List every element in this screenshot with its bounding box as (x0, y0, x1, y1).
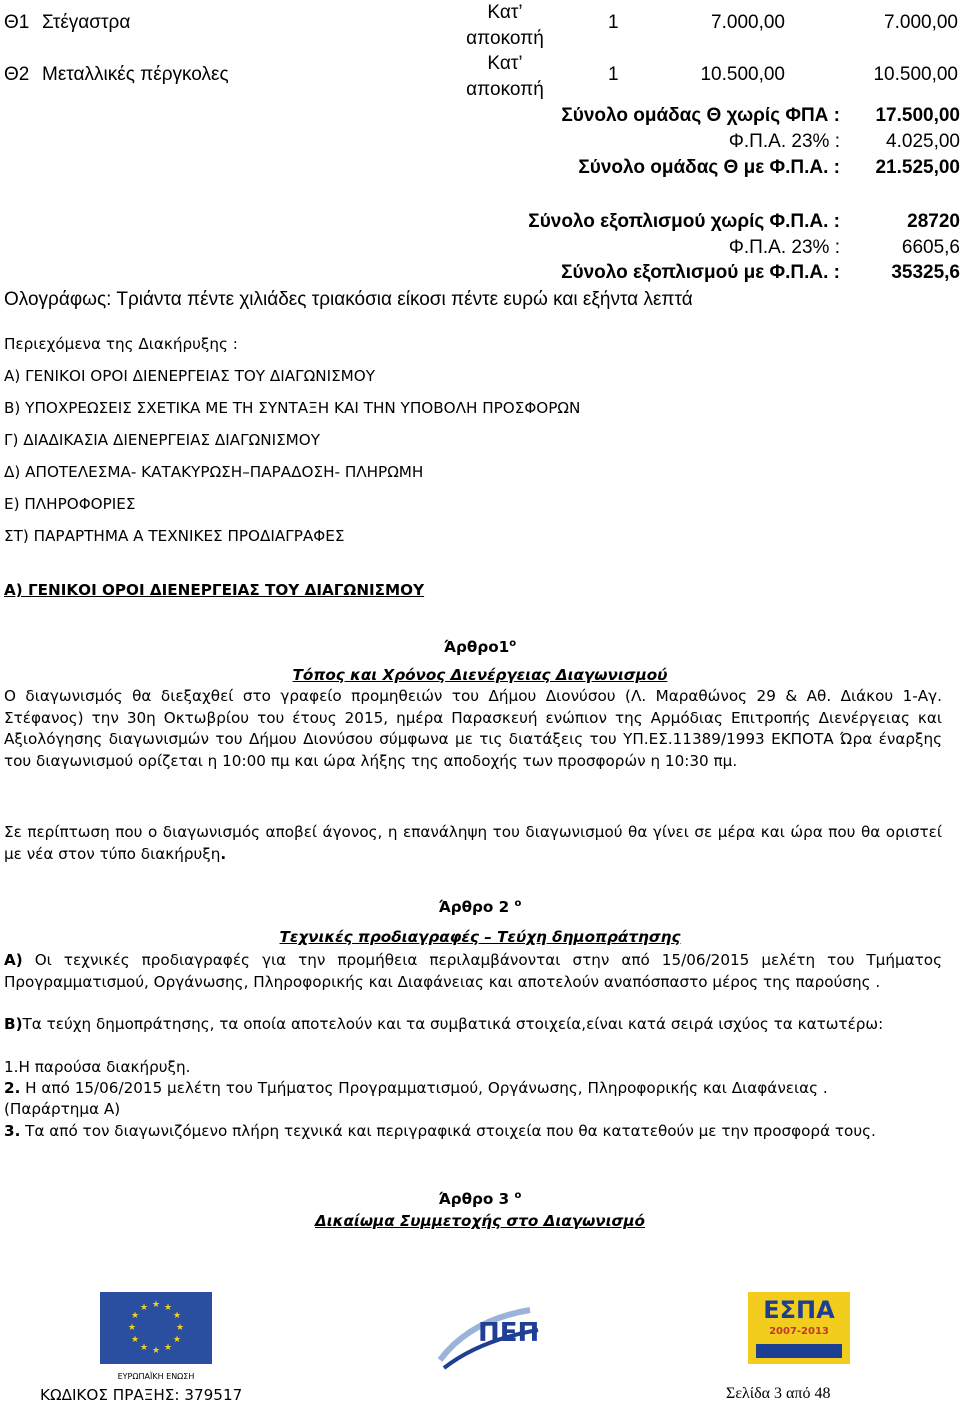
article-2-item-a: Α) Οι τεχνικές προδιαγραφές για την προμήθεια περιλαμβάνονται στην από 15/06/2015 μελέτη του Τμήματος Προγραμματισμού, Οργάνωσης, Πληροφορικής και Διαφάνειας και αποτελούν αναπόσπαστο μέρος της παρούσης . (4, 951, 942, 991)
article-2-label: Άρθρο 2 $^o$ (438, 898, 522, 917)
article-2-list-2: 2. Η από 15/06/2015 μελέτη του Τμήματος Προγραμματισμού, Οργάνωσης, Πληροφορικής και Διαφάνειας . (4, 1079, 828, 1097)
section-a-heading: Α) ΓΕΝΙΚΟΙ ΟΡΟΙ ΔΙΕΝΕΡΓΕΙΑΣ ΤΟΥ ΔΙΑΓΩΝΙΣΜΟΥ (4, 581, 425, 599)
item-code: Θ2 (4, 64, 30, 85)
svg-text:★: ★ (151, 1300, 161, 1310)
group-total-value: 17.500,00 (875, 105, 960, 126)
article-2-list-1: 1.Η παρούσα διακήρυξη. (4, 1058, 191, 1076)
pep-logo (430, 1300, 545, 1380)
footer-project-code: ΚΩΔΙΚΟΣ ΠΡΑΞΗΣ: 379517 (40, 1386, 243, 1404)
equipment-total-label: Σύνολο εξοπλισμού χωρίς Φ.Π.Α. : (528, 211, 840, 232)
equipment-total-vat-label: Σύνολο εξοπλισμού με Φ.Π.Α. : (561, 262, 840, 283)
group-total-label: Σύνολο ομάδας Θ χωρίς ΦΠΑ : (561, 105, 840, 126)
svg-text:★: ★ (175, 1323, 185, 1333)
contents-item: Γ) ΔΙΑΔΙΚΑΣΙΑ ΔΙΕΝΕΡΓΕΙΑΣ ΔΙΑΓΩΝΙΣΜΟΥ (4, 431, 321, 449)
item-price: 7.000,00 (711, 12, 785, 33)
article-3-label: Άρθρο 3 $^o$ (438, 1190, 522, 1209)
item-unit: Κατ’ αποκοπή (466, 2, 544, 49)
item-name: Μεταλλικές πέργκολες (42, 64, 229, 85)
contents-item: Δ) ΑΠΟΤΕΛΕΣΜΑ- ΚΑΤΑΚΥΡΩΣΗ–ΠΑΡΑΔΟΣΗ- ΠΛΗΡΩΜΗ (4, 463, 424, 481)
svg-text:★: ★ (139, 1303, 149, 1313)
svg-text:★: ★ (151, 1346, 161, 1356)
article-2-list-3: 3. Τα από τον διαγωνιζόμενο πλήρη τεχνικά και περιγραφικά στοιχεία που θα κατατεθούν με την προσφορά τους. (4, 1122, 876, 1140)
equipment-total-vat-value: 35325,6 (891, 262, 960, 283)
article-1-title: Τόπος και Χρόνος Διενέργειας Διαγωνισμού (292, 666, 668, 684)
svg-text:★: ★ (127, 1323, 137, 1333)
svg-text:★: ★ (163, 1343, 173, 1353)
equipment-vat-label: Φ.Π.Α. 23% : (728, 237, 840, 258)
group-vat-label: Φ.Π.Α. 23% : (728, 131, 840, 152)
espa-flag-strip (756, 1344, 842, 1358)
footer-page-number: Σελίδα 3 από 48 (726, 1385, 831, 1402)
contents-item: Α) ΓΕΝΙΚΟΙ ΟΡΟΙ ΔΙΕΝΕΡΓΕΙΑΣ ΤΟΥ ΔΙΑΓΩΝΙΣΜΟΥ (4, 367, 375, 385)
item-code: Θ1 (4, 12, 30, 33)
contents-item: Β) ΥΠΟΧΡΕΩΣΕΙΣ ΣΧΕΤΙΚΑ ΜΕ ΤΗ ΣΥΝΤΑΞΗ ΚΑΙ ΤΗΝ ΥΠΟΒΟΛΗ ΠΡΟΣΦΟΡΩΝ (4, 399, 581, 417)
espa-text: ΕΣΠΑ (763, 1296, 835, 1324)
svg-text:★: ★ (130, 1311, 140, 1321)
svg-text:★: ★ (139, 1343, 149, 1353)
group-vat-value: 4.025,00 (886, 131, 960, 152)
eu-caption: ΕΥΡΩΠΑΪΚΗ ΕΝΩΣΗ (117, 1372, 195, 1381)
article-2-item-b: Β)Τα τεύχη δημοπράτησης, τα οποία αποτελούν και τα συμβατικά στοιχεία,είναι κατά σειρά ισχύος τα κατωτέρω: (4, 1015, 884, 1033)
eu-flag-logo (100, 1292, 212, 1382)
equipment-total-value: 28720 (907, 211, 960, 232)
equipment-vat-value: 6605,6 (901, 237, 960, 258)
item-total: 10.500,00 (873, 64, 958, 85)
amount-in-words: Ολογράφως: Τριάντα πέντε χιλιάδες τριακόσια είκοσι πέντε ευρώ και εξήντα λεπτά (4, 289, 693, 310)
svg-text:★: ★ (163, 1303, 173, 1313)
svg-text:★: ★ (172, 1335, 182, 1345)
article-1-label: $Ά\rho\theta\rho o1^o$ (443, 638, 517, 657)
item-name: Στέγαστρα (42, 12, 131, 33)
item-qty: 1 (608, 12, 619, 33)
item-unit: Κατ’ αποκοπή (466, 53, 544, 100)
group-total-vat-value: 21.525,00 (875, 157, 960, 178)
article-1-paragraph-1: Ο διαγωνισμός θα διεξαχθεί στο γραφείο προμηθειών του Δήμου Διονύσου (Λ. Μαραθώνος 29 & Αθ. Διάκου 1-Αγ. Στέφανος) την 30η Οκτωβρίου του έτους 2015, ημέρα Παρασκευή ενώπιον της Αρμόδιας Επιτροπής Διενέργειας και Αξιολόγησης διαγωνισμών του Δήμου Διονύσου σύμφωνα με τις διατάξεις του ΥΠ.ΕΣ.11389/1993 ΕΚΠΟΤΑ Ώρα έναρξης του διαγωνισμού ορίζεται η 10:00 πμ και ώρα λήξης της αποδοχής των προσφορών η 10:30 πμ. (4, 687, 942, 770)
article-3-title: Δικαίωμα Συμμετοχής στο Διαγωνισμό (315, 1212, 645, 1230)
item-price: 10.500,00 (700, 64, 785, 85)
pep-text: ΠΕΠ (478, 1318, 540, 1348)
espa-logo (748, 1292, 850, 1364)
group-total-vat-label: Σύνολο ομάδας Θ με Φ.Π.Α. : (578, 157, 840, 178)
article-2-title: Τεχνικές προδιαγραφές – Τεύχη δημοπράτησης (279, 928, 681, 946)
item-total: 7.000,00 (884, 12, 958, 33)
contents-item: Ε) ΠΛΗΡΟΦΟΡΙΕΣ (4, 495, 136, 513)
article-2-list-2-annex: (Παράρτημα Α) (4, 1100, 121, 1118)
article-1-paragraph-2: Σε περίπτωση που ο διαγωνισμός αποβεί άγονος, η επανάληψη του διαγωνισμού θα γίνει σε μέρα και ώρα που θα οριστεί με νέα στον τύπο διακήρυξη. (4, 823, 942, 863)
contents-item: ΣΤ) ΠΑΡΑΡΤΗΜΑ Α ΤΕΧΝΙΚΕΣ ΠΡΟΔΙΑΓΡΑΦΕΣ (4, 527, 345, 545)
item-qty: 1 (608, 64, 619, 85)
svg-text:★: ★ (172, 1311, 182, 1321)
espa-years: 2007-2013 (769, 1326, 829, 1337)
svg-text:★: ★ (130, 1335, 140, 1345)
contents-title: Περιεχόμενα της Διακήρυξης : (4, 335, 238, 353)
